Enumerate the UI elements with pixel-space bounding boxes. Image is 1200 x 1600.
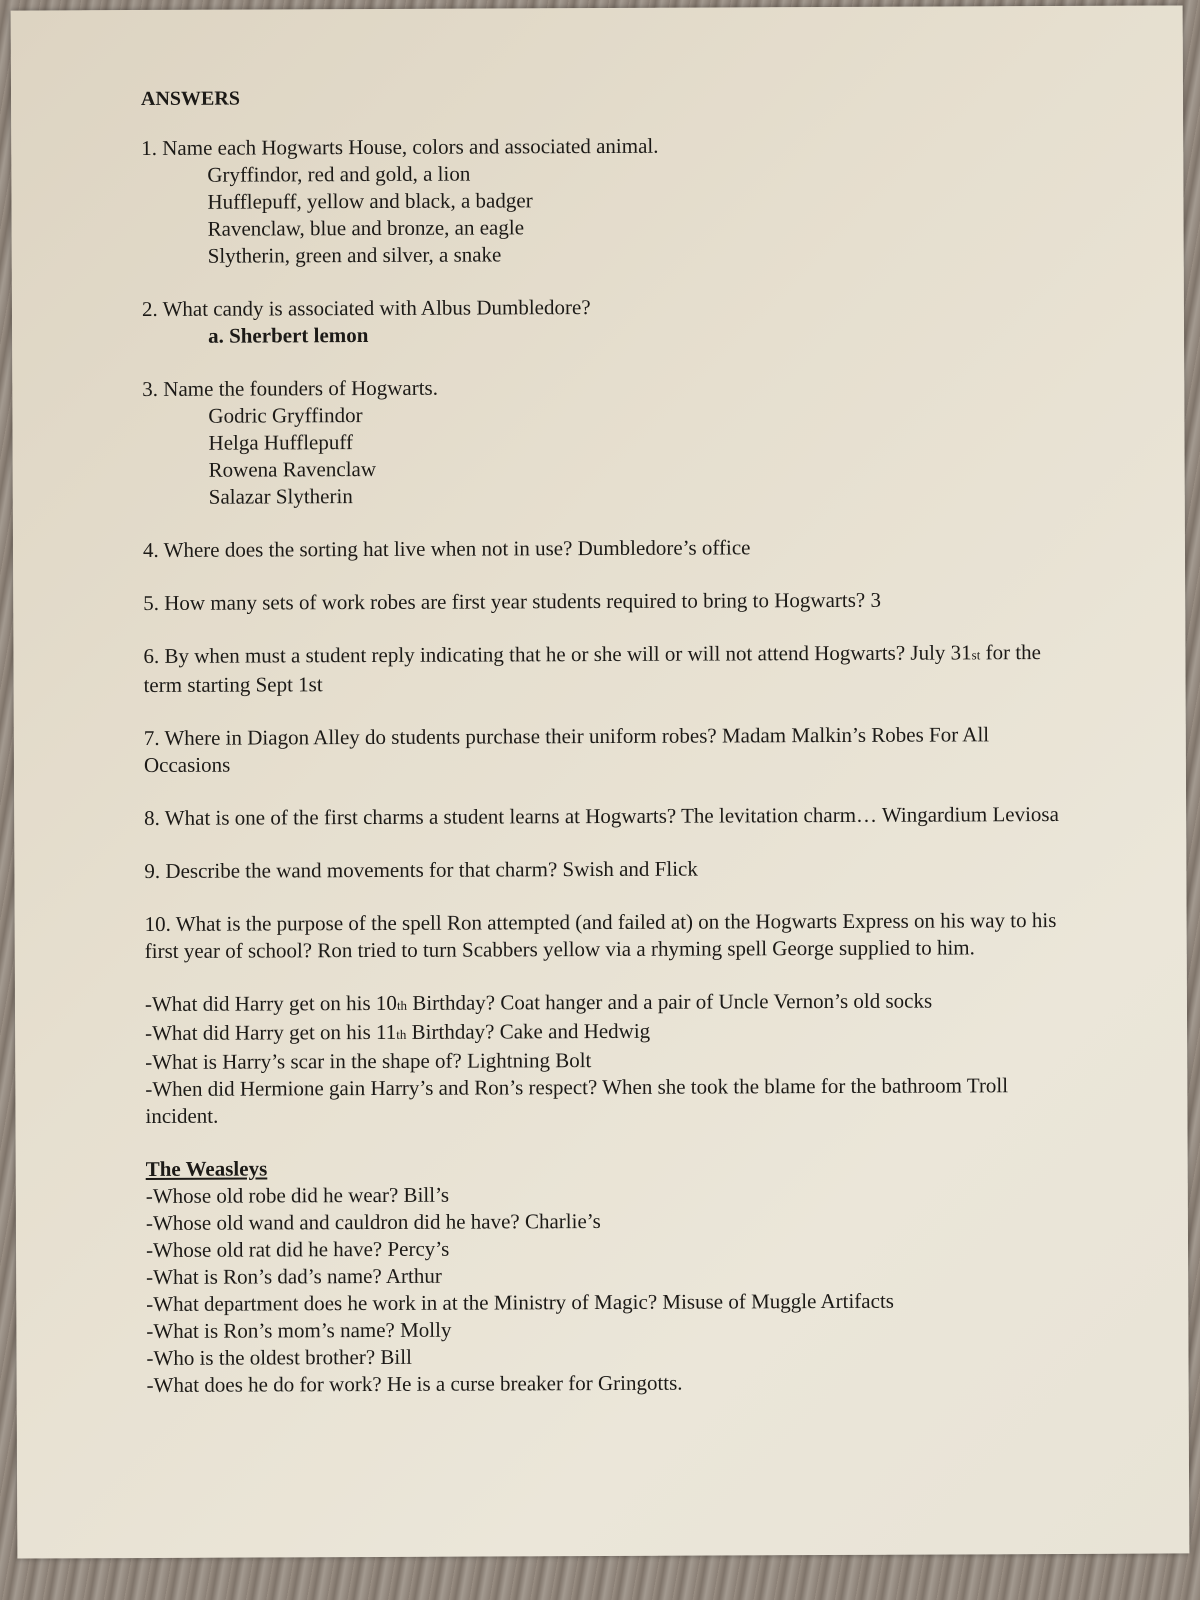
list-item: -Whose old rat did he have? Percy’s [145, 1236, 450, 1262]
list-item: -What department does he work in at the Ministry of Magic? Misuse of Muggle Artifacts [146, 1288, 894, 1316]
answer-line: Ravenclaw, blue and bronze, an eagle [207, 215, 525, 241]
answer-line: Helga Hufflepuff [208, 430, 354, 455]
list-item: -What does he do for work? He is a curse breaker for Gringotts. [146, 1370, 683, 1397]
list-item: -What is Harry’s scar in the shape of? Lightning Bolt [145, 1048, 592, 1074]
question-5: 5. How many sets of work robes are first year students required to bring to Hogwarts? 3 [143, 587, 882, 615]
superscript-th: th [396, 997, 408, 1013]
superscript-st: st [971, 647, 981, 663]
answer-line: Godric Gryffindor [208, 403, 363, 428]
weasleys-section [146, 1152, 1077, 1399]
question-2-text: 2. What candy is associated with Albus Dumbledore? [141, 295, 591, 321]
list-item [145, 1016, 1075, 1049]
answer-sheet [11, 5, 1190, 1558]
question-9: 9. Describe the wand movements for that charm? Swish and Flick [144, 856, 698, 883]
list-item: -What is Ron’s mom’s name? Molly [146, 1317, 452, 1343]
list-item-text: -What did Harry get on his 11 [145, 1019, 397, 1045]
harry-questions [145, 987, 1076, 1130]
question-7: 7. Where in Diagon Alley do students purchase their uniform robes? Madam Malkin’s Robes For All Occasions [143, 722, 990, 777]
list-item-text-end: Birthday? Cake and Hedwig [406, 1018, 651, 1044]
list-item [145, 987, 1075, 1020]
list-item-text: -What did Harry get on his 10 [144, 990, 397, 1016]
answer-line: Gryffindor, red and gold, a lion [207, 161, 471, 187]
section-title: The Weasleys [145, 1156, 268, 1181]
question-1 [141, 131, 1072, 270]
answer-line: Salazar Slytherin [208, 484, 353, 509]
list-item: -Who is the oldest brother? Bill [146, 1344, 412, 1370]
question-6-text: 6. By when must a student reply indicating that he or she will or will not attend Hogwarts? July 31 [143, 640, 972, 668]
question-10: 10. What is the purpose of the spell Ron attempted (and failed at) on the Hogwarts Express on his way to his first year of school? Ron tried to turn Scabbers yellow via a rhyming spell George supplied to him. [144, 908, 1057, 963]
list-item-text-end: Birthday? Coat hanger and a pair of Uncle Vernon’s old socks [406, 988, 933, 1015]
answer-line: Hufflepuff, yellow and black, a badger [207, 188, 533, 214]
answer-line: a. Sherbert lemon [207, 323, 369, 348]
answer-line: Rowena Ravenclaw [208, 456, 377, 482]
superscript-th: th [396, 1026, 407, 1042]
answer-line: Slytherin, green and silver, a snake [207, 242, 502, 268]
question-2 [142, 292, 1072, 350]
question-4: 4. Where does the sorting hat live when not in use? Dumbledore’s office [142, 535, 751, 562]
list-item: -What is Ron’s dad’s name? Arthur [146, 1263, 442, 1289]
list-item: -Whose old robe did he wear? Bill’s [145, 1182, 450, 1208]
question-6-text-end: for the term starting Sept 1st [143, 640, 1042, 697]
question-6 [143, 639, 1073, 699]
question-3 [142, 372, 1073, 511]
answer-sheet-content [141, 82, 1077, 1425]
list-item: -Whose old wand and cauldron did he have? Charlie’s [145, 1209, 601, 1235]
page-title: ANSWERS [140, 87, 240, 110]
question-1-text: 1. Name each Hogwarts House, colors and associated animal. [141, 133, 659, 160]
question-8: 8. What is one of the first charms a student learns at Hogwarts? The levitation charm… Wingardium Leviosa [144, 801, 1059, 830]
question-3-text: 3. Name the founders of Hogwarts. [142, 375, 439, 401]
list-item: -When did Hermione gain Harry’s and Ron’s respect? When she took the blame for the bathroom Troll incident. [145, 1073, 1009, 1128]
